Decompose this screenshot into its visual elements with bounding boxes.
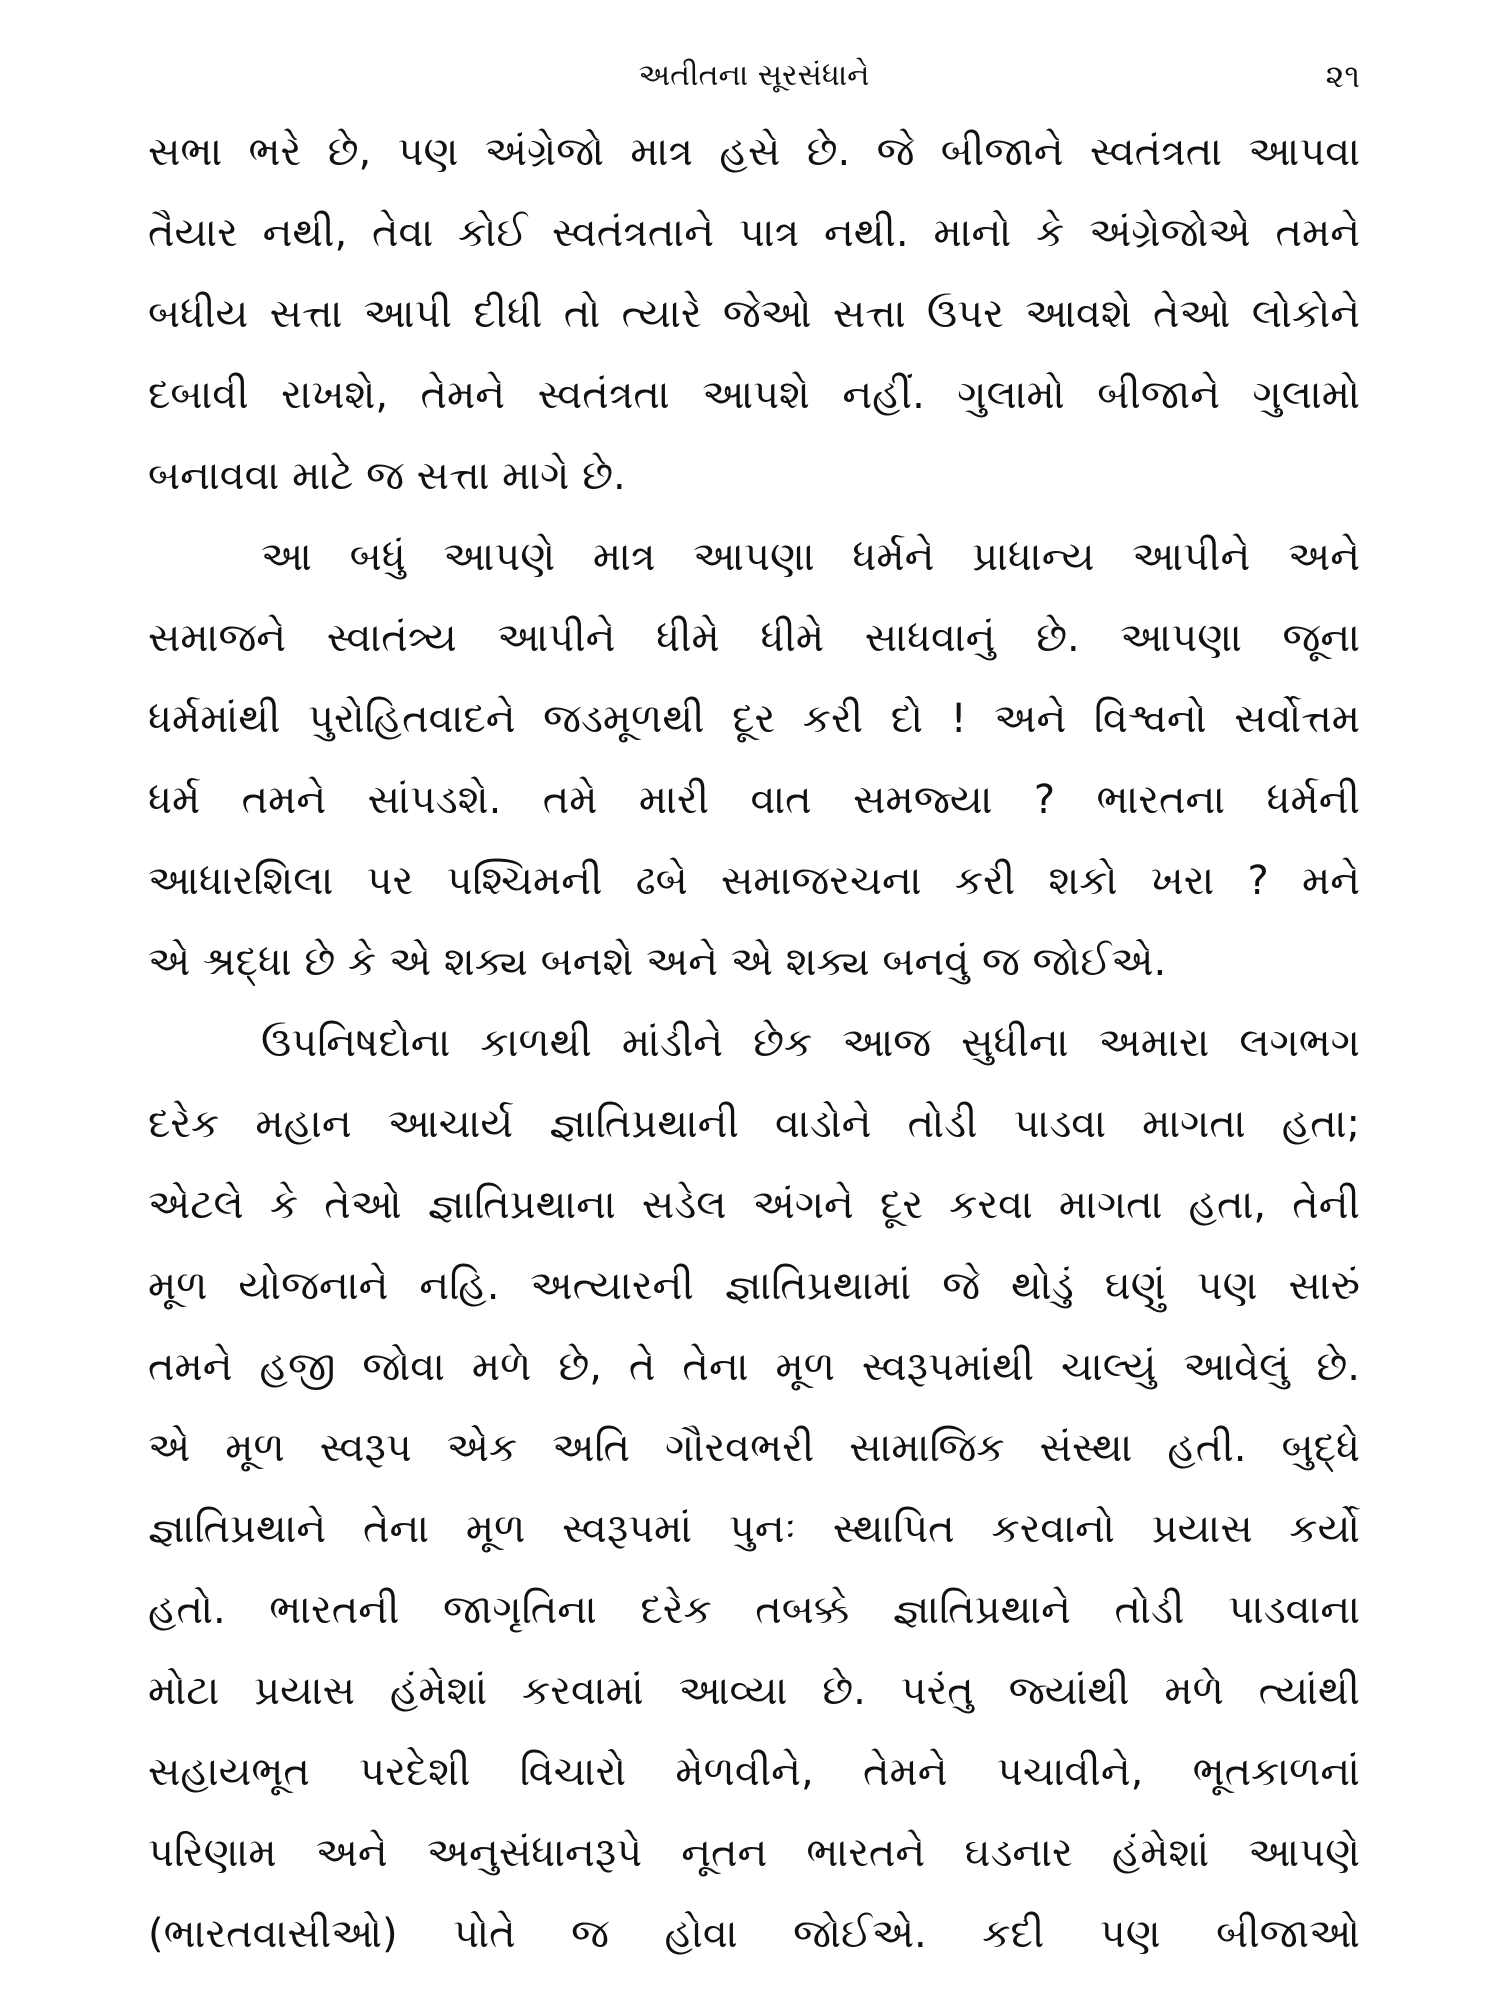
text-line: ધર્મમાંથી પુરોહિતવાદને જડમૂળથી દૂર કરી દો ! અને વિશ્વનો સર્વોત્તમ	[148, 696, 1360, 742]
text-line: સભા ભરે છે, પણ અંગ્રેજો માત્ર હસે છે. જે બીજાને સ્વતંત્રતા આપવા	[148, 129, 1360, 175]
text-line: જ્ઞાતિપ્રથાને તેના મૂળ સ્વરૂપમાં પુનઃ સ્થાપિત કરવાનો પ્રયાસ કર્યો	[148, 1506, 1360, 1552]
text-line: એ શ્રદ્ધા છે કે એ શક્ય બનશે અને એ શક્ય બનવું જ જોઈએ.	[148, 939, 1167, 985]
text-line: આધારશિલા પર પશ્ચિમની ઢબે સમાજરચના કરી શકો ખરા ? મને	[148, 858, 1360, 904]
page-number: ૨૧	[1325, 57, 1360, 95]
text-line: તૈયાર નથી, તેવા કોઈ સ્વતંત્રતાને પાત્ર નથી. માનો કે અંગ્રેજોએ તમને	[148, 210, 1360, 256]
text-line: ધર્મ તમને સાંપડશે. તમે મારી વાત સમજ્યા ? ભારતના ધર્મની	[148, 777, 1360, 823]
running-header	[148, 52, 1360, 100]
text-line: દબાવી રાખશે, તેમને સ્વતંત્રતા આપશે નહીં. ગુલામો બીજાને ગુલામો	[148, 372, 1360, 418]
text-line: બનાવવા માટે જ સત્તા માગે છે.	[148, 453, 626, 499]
text-line: પરિણામ અને અનુસંધાનરૂપે નૂતન ભારતને ઘડનાર હંમેશાં આપણે	[148, 1830, 1360, 1876]
text-line: બધીય સત્તા આપી દીધી તો ત્યારે જેઓ સત્તા ઉપર આવશે તેઓ લોકોને	[148, 291, 1360, 337]
text-line: મૂળ યોજનાને નહિ. અત્યારની જ્ઞાતિપ્રથામાં જે થોડું ઘણું પણ સારું	[148, 1263, 1360, 1309]
paragraph-first-line: આ બધું આપણે માત્ર આપણા ધર્મને પ્રાધાન્ય આપીને અને	[261, 534, 1360, 580]
running-title: અતીતના સૂરસંધાને	[638, 58, 870, 93]
text-line: સમાજને સ્વાતંત્ર્ય આપીને ધીમે ધીમે સાધવાનું છે. આપણા જૂના	[148, 615, 1360, 661]
text-line: (ભારતવાસીઓ) પોતે જ હોવા જોઈએ. કદી પણ બીજાઓ	[148, 1911, 1360, 1957]
text-line: હતો. ભારતની જાગૃતિના દરેક તબક્કે જ્ઞાતિપ્રથાને તોડી પાડવાના	[148, 1587, 1360, 1633]
text-line: એ મૂળ સ્વરૂપ એક અતિ ગૌરવભરી સામાજિક સંસ્થા હતી. બુદ્ધે	[148, 1425, 1360, 1471]
text-line: સહાયભૂત પરદેશી વિચારો મેળવીને, તેમને પચાવીને, ભૂતકાળનાં	[148, 1749, 1360, 1795]
text-line: તમને હજી જોવા મળે છે, તે તેના મૂળ સ્વરૂપમાંથી ચાલ્યું આવેલું છે.	[148, 1344, 1360, 1390]
paragraph-first-line: ઉપનિષદોના કાળથી માંડીને છેક આજ સુધીના અમારા લગભગ	[261, 1020, 1360, 1066]
body-text	[148, 112, 1360, 1975]
text-line: એટલે કે તેઓ જ્ઞાતિપ્રથાના સડેલ અંગને દૂર કરવા માગતા હતા, તેની	[148, 1182, 1360, 1228]
text-line: મોટા પ્રયાસ હંમેશાં કરવામાં આવ્યા છે. પરંતુ જ્યાંથી મળે ત્યાંથી	[148, 1668, 1360, 1714]
text-line: દરેક મહાન આચાર્ય જ્ઞાતિપ્રથાની વાડોને તોડી પાડવા માગતા હતા;	[148, 1101, 1360, 1147]
